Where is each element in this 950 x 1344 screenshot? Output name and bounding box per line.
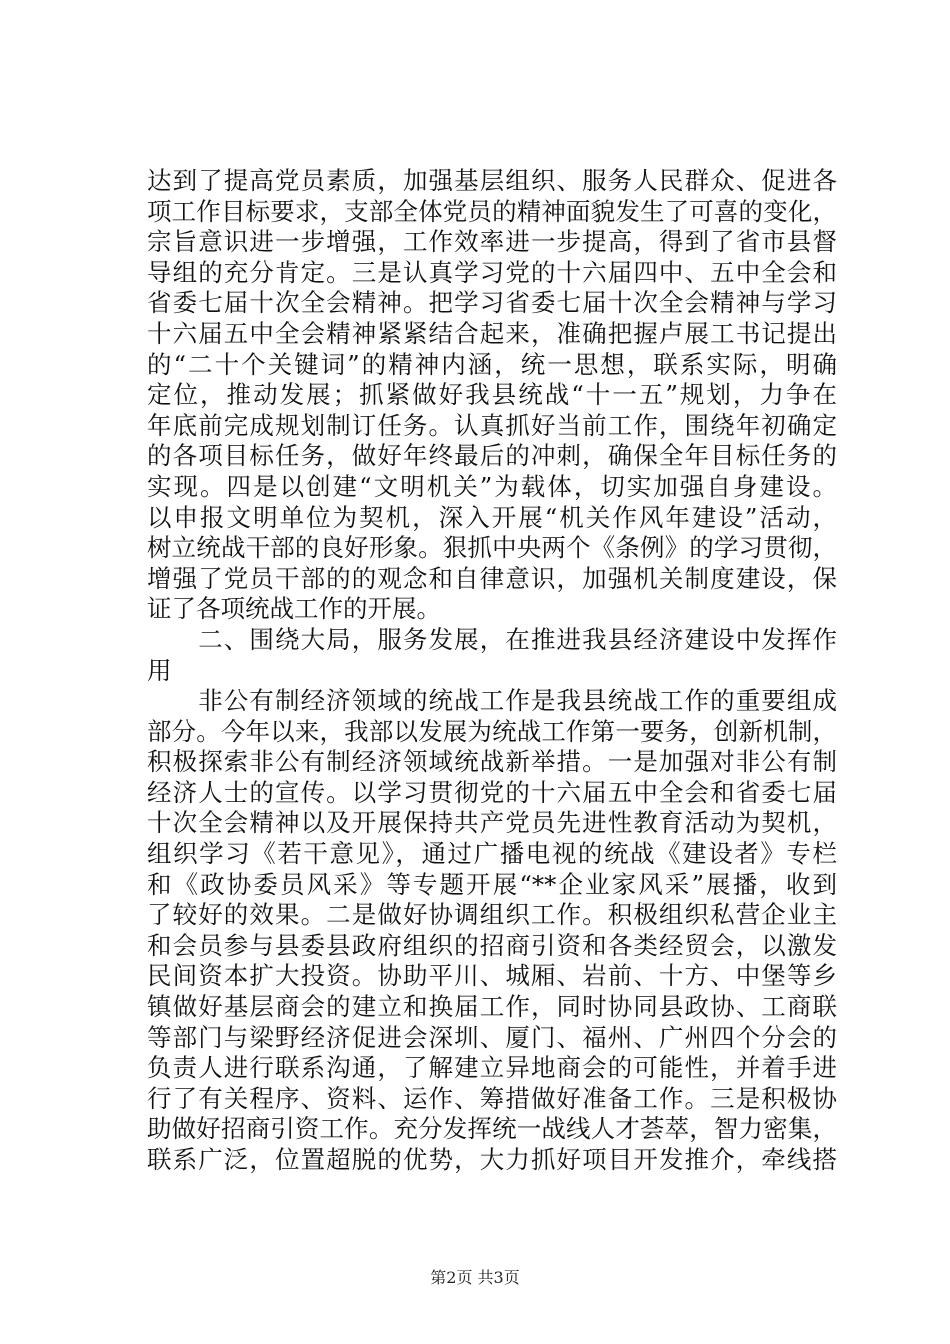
- text-line: 助做好招商引资工作。充分发挥统一战线人才荟萃，智力密集，: [147, 1114, 837, 1144]
- text-line: 实现。四是以创建“文明机关”为载体，切实加强自身建设。: [147, 471, 837, 501]
- text-line: 以申报文明单位为契机，深入开展“机关作风年建设”活动，: [147, 502, 837, 532]
- text-line: 十次全会精神以及开展保持共产党员先进性教育活动为契机，: [147, 808, 837, 838]
- text-line: 年底前完成规划制订任务。认真抓好当前工作，围绕年初确定: [147, 410, 837, 440]
- text-line: 证了各项统战工作的开展。: [147, 594, 441, 624]
- section-heading-line: 二、围绕大局，服务发展，在推进我县经济建设中发挥作: [147, 624, 837, 654]
- text-line: 达到了提高党员素质，加强基层组织、服务人民群众、促进各: [147, 166, 837, 195]
- text-line: 了较好的效果。二是做好协调组织工作。积极组织私营企业主: [147, 900, 837, 930]
- text-line: 增强了党员干部的的观念和自律意识，加强机关制度建设，保: [147, 563, 837, 593]
- text-line: 导组的充分肯定。三是认真学习党的十六届四中、五中全会和: [147, 257, 837, 287]
- text-line: 省委七届十次全会精神。把学习省委七届十次全会精神与学习: [147, 288, 837, 318]
- section-heading-line: 用: [147, 655, 172, 685]
- text-line: 定位，推动发展；抓紧做好我县统战“十一五”规划，力争在: [147, 380, 837, 410]
- text-line: 民间资本扩大投资。协助平川、城厢、岩前、十方、中堡等乡: [147, 961, 837, 991]
- document-body: [147, 166, 837, 1176]
- text-line: 组织学习《若干意见》，通过广播电视的统战《建设者》专栏: [147, 839, 837, 869]
- text-line: 项工作目标要求，支部全体党员的精神面貌发生了可喜的变化，: [147, 196, 837, 226]
- text-line: 十六届五中全会精神紧紧结合起来，准确把握卢展工书记提出: [147, 318, 837, 348]
- text-line: 树立统战干部的良好形象。狠抓中央两个《条例》的学习贯彻，: [147, 533, 837, 563]
- text-line: 行了有关程序、资料、运作、筹措做好准备工作。三是积极协: [147, 1083, 837, 1113]
- text-line: 和《政协委员风采》等专题开展“**企业家风采”展播，收到: [147, 869, 837, 899]
- text-line: 经济人士的宣传。以学习贯彻党的十六届五中全会和省委七届: [147, 777, 837, 807]
- text-line: 部分。今年以来，我部以发展为统战工作第一要务，创新机制，: [147, 716, 837, 746]
- page-footer: 第2页 共3页: [430, 1268, 520, 1287]
- text-line: 负责人进行联系沟通，了解建立异地商会的可能性，并着手进: [147, 1053, 837, 1083]
- text-line: 联系广泛，位置超脱的优势，大力抓好项目开发推介，牵线搭: [147, 1145, 837, 1174]
- text-line: 等部门与梁野经济促进会深圳、厦门、福州、广州四个分会的: [147, 1022, 837, 1052]
- text-line: 和会员参与县委县政府组织的招商引资和各类经贸会，以激发: [147, 930, 837, 960]
- text-line: 积极探索非公有制经济领域统战新举措。一是加强对非公有制: [147, 747, 837, 777]
- text-line: 镇做好基层商会的建立和换届工作，同时协同县政协、工商联: [147, 992, 837, 1022]
- text-line: 非公有制经济领域的统战工作是我县统战工作的重要组成: [147, 686, 837, 716]
- text-line: 的“二十个关键词”的精神内涵，统一思想，联系实际，明确: [147, 349, 837, 379]
- text-line: 宗旨意识进一步增强，工作效率进一步提高，得到了省市县督: [147, 227, 837, 257]
- text-line: 的各项目标任务，做好年终最后的冲刺，确保全年目标任务的: [147, 441, 837, 471]
